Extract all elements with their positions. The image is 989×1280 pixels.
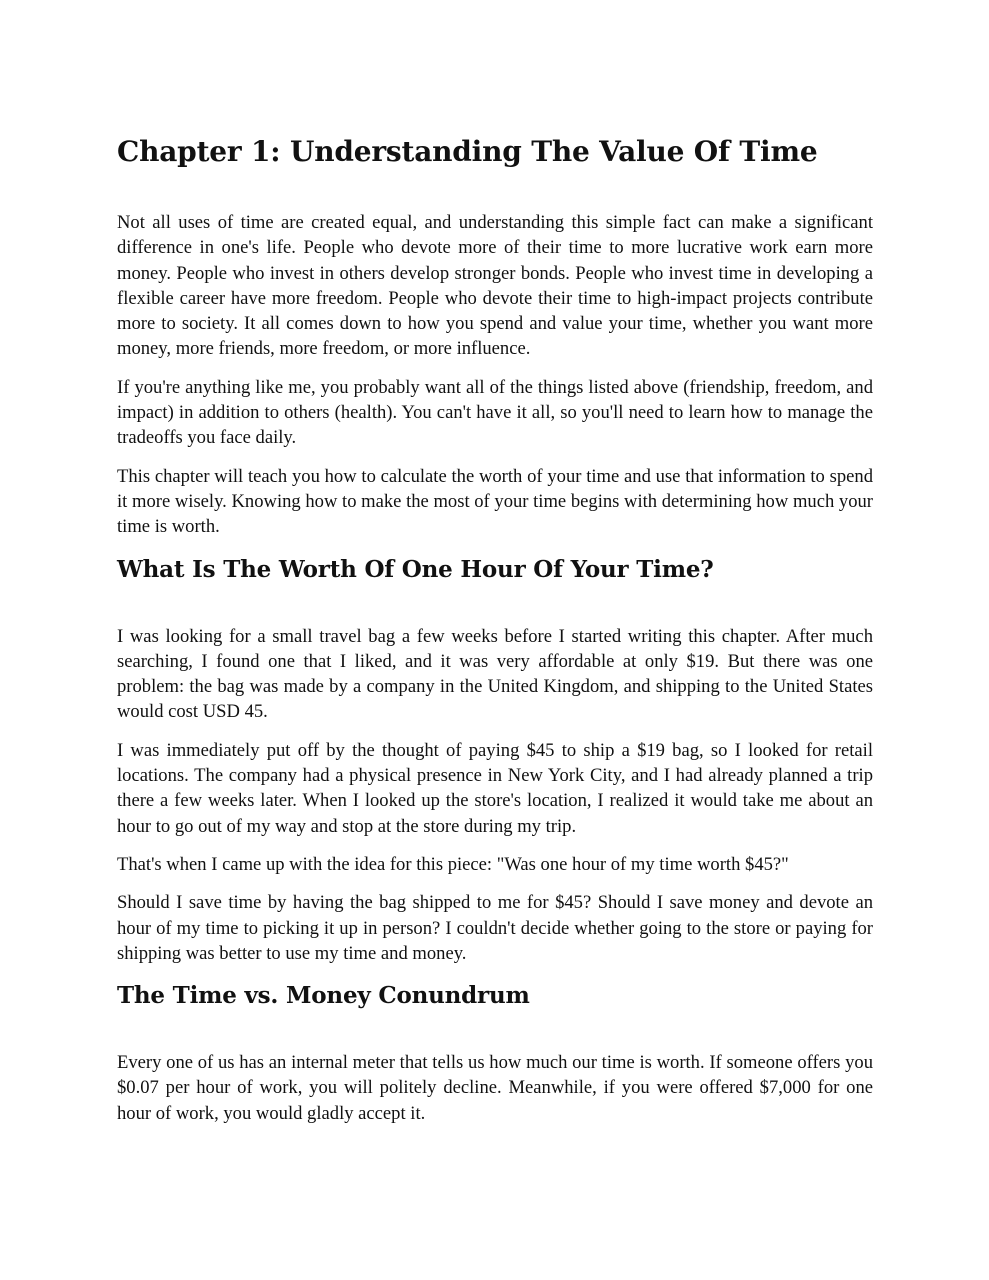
paragraph: I was immediately put off by the thought of paying $45 to ship a $19 bag, so I looked for retail locations. The company had a physical presence in New York City, and I had already planned a trip there a few weeks later. When I looked up the store's location, I realized it would take me about an hour to go out of my way and stop at the store during my trip.	[117, 739, 873, 837]
section-title: What Is The Worth Of One Hour Of Your Time?	[117, 555, 714, 583]
paragraph: If you're anything like me, you probably want all of the things listed above (friendship, freedom, and impact) in addition to others (health). You can't have it all, so you'll need to learn how to manage the tradeoffs you face daily.	[117, 376, 873, 449]
section-title: The Time vs. Money Conundrum	[117, 982, 530, 1010]
paragraph: Every one of us has an internal meter that tells us how much our time is worth. If someone offers you $0.07 per hour of work, you will politely decline. Meanwhile, if you were offered $7,000 for one hour of work, you would gladly accept it.	[117, 1052, 873, 1124]
paragraph: That's when I came up with the idea for this piece: "Was one hour of my time worth $45?"	[117, 853, 789, 875]
paragraph: Should I save time by having the bag shipped to me for $45? Should I save money and devote an hour of my time to picking it up in person? I couldn't decide whether going to the store or paying for shipping was better to use my time and money.	[117, 892, 873, 964]
document-page	[117, 132, 873, 1139]
chapter-title: Chapter 1: Understanding The Value Of Time	[117, 135, 818, 168]
paragraph: This chapter will teach you how to calculate the worth of your time and use that information to spend it more wisely. Knowing how to make the most of your time begins with determining how much your time is worth.	[117, 465, 873, 538]
paragraph: I was looking for a small travel bag a few weeks before I started writing this chapter. After much searching, I found one that I liked, and it was very affordable at only $19. But there was one problem: the bag was made by a company in the United Kingdom, and shipping to the United States would cost USD 45.	[117, 625, 873, 723]
paragraph: Not all uses of time are created equal, and understanding this simple fact can make a significant difference in one's life. People who devote more of their time to more lucrative work earn more money. People who invest in others develop stronger bonds. People who invest time in developing a flexible career have more freedom. People who devote their time to high-impact projects contribute more to society. It all comes down to how you spend and value your time, whether you want more money, more friends, more freedom, or more influence.	[117, 212, 873, 360]
